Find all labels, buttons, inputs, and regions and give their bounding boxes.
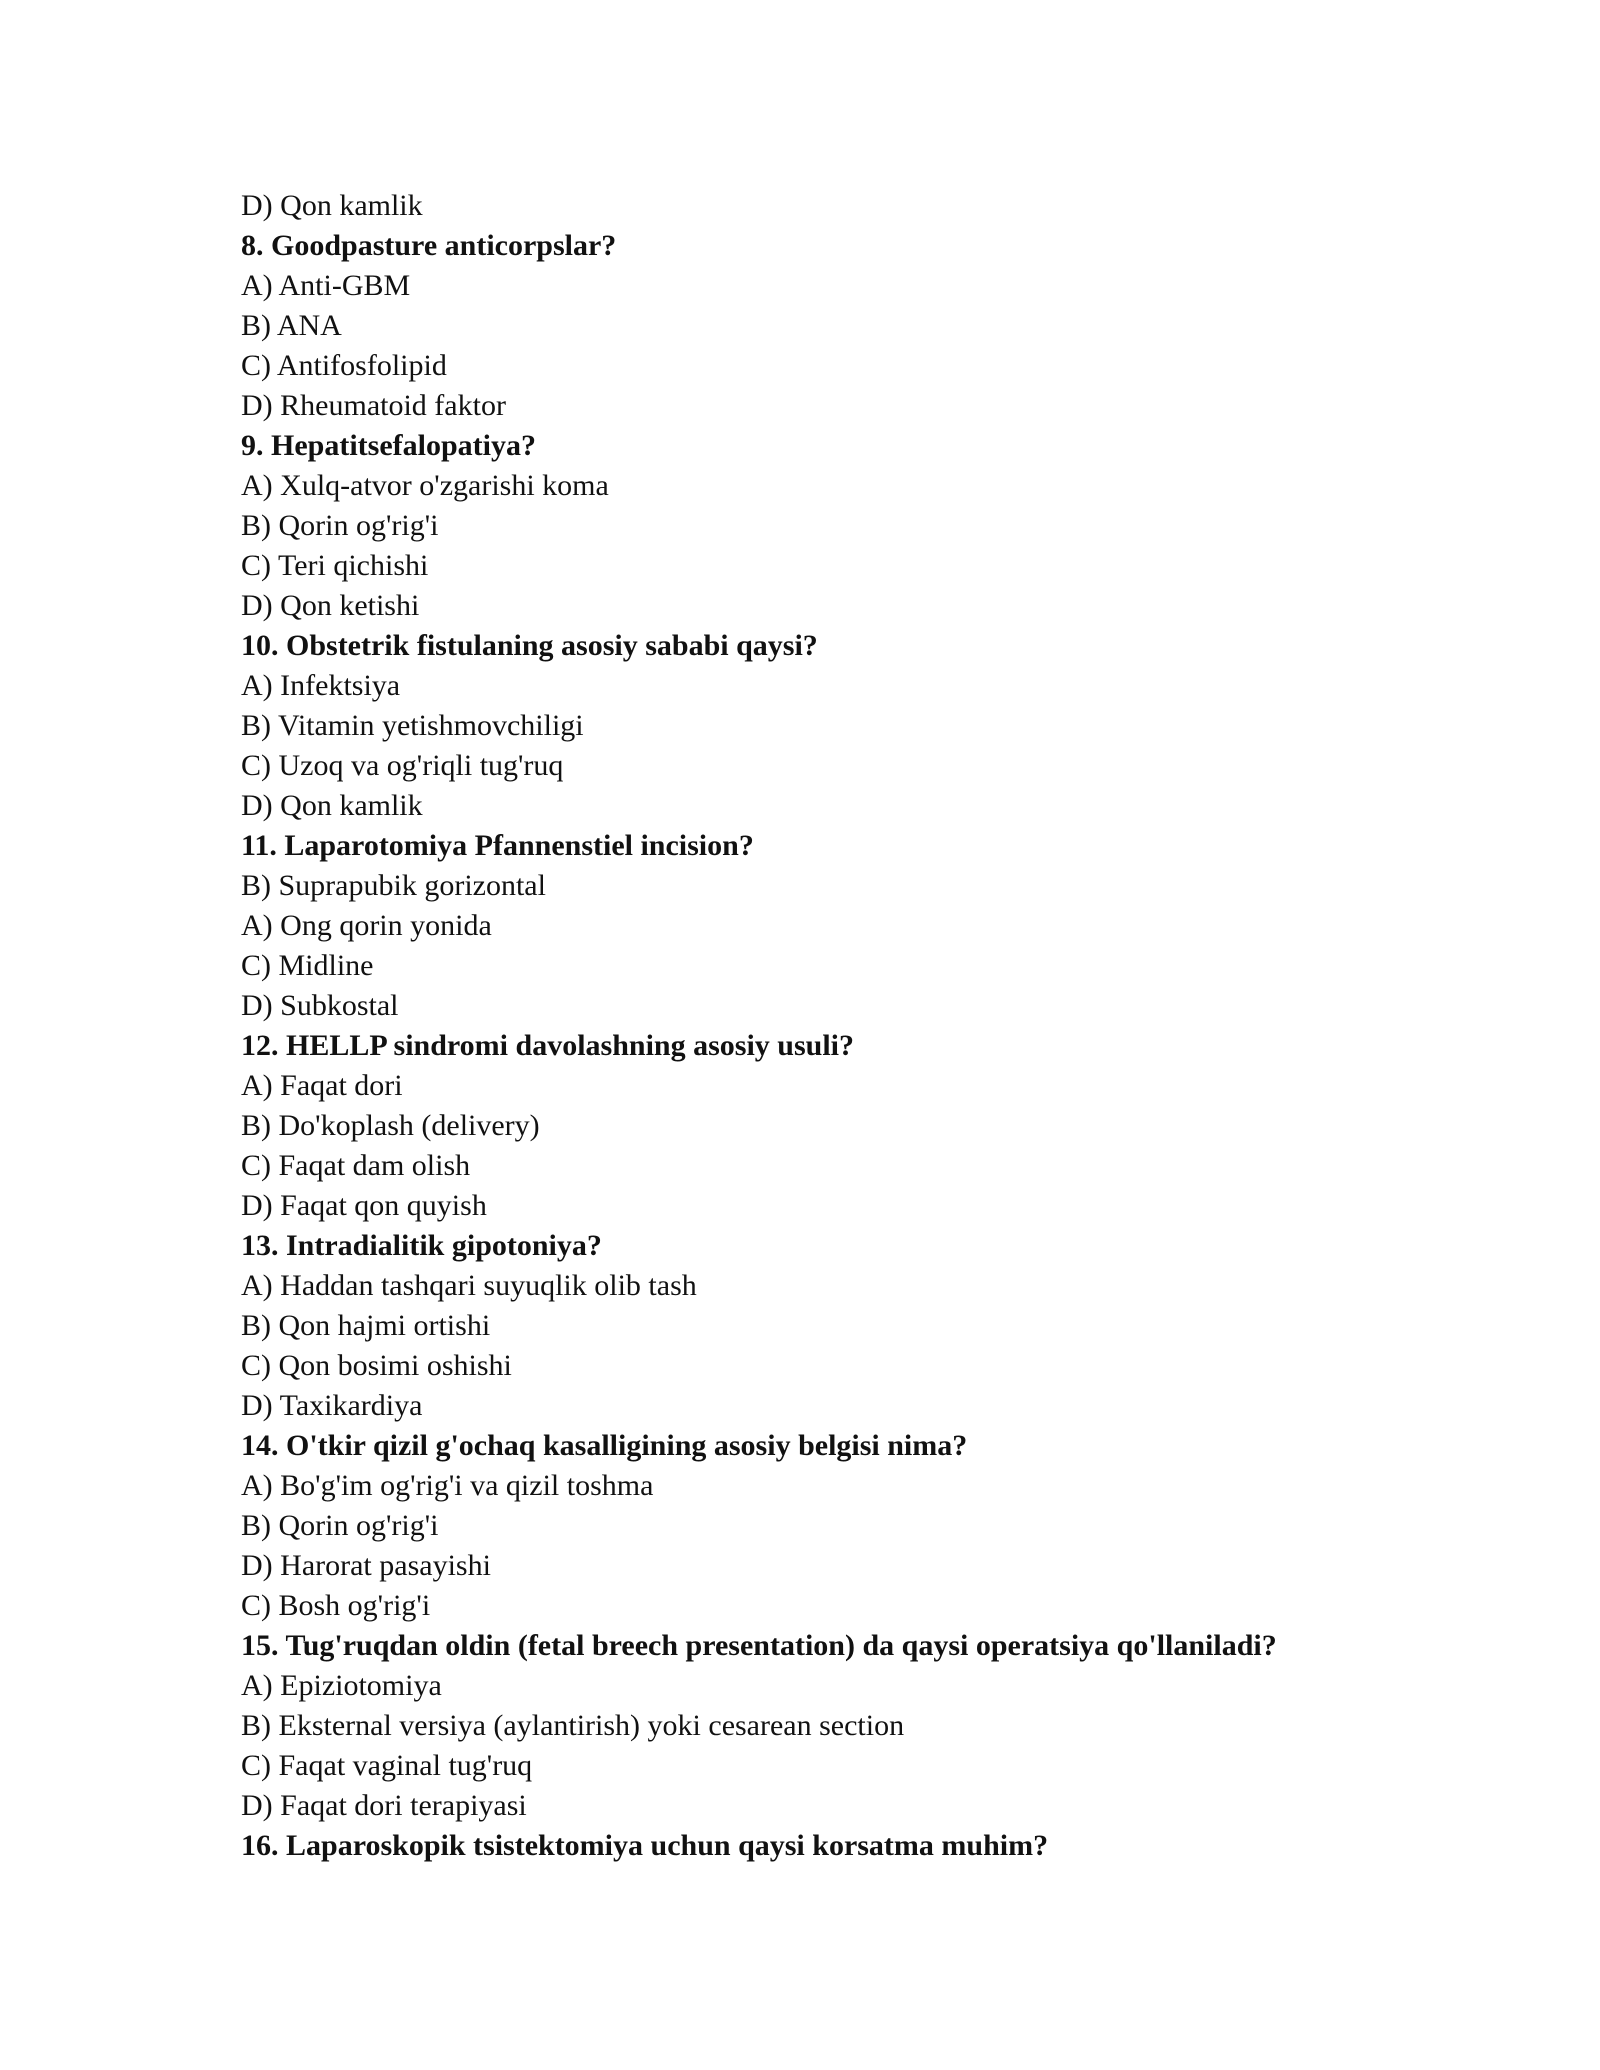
answer-option: C) Uzoq va og'riqli tug'ruq [241, 749, 564, 782]
answer-option: B) Vitamin yetishmovchiligi [241, 709, 584, 742]
answer-option: B) Suprapubik gorizontal [241, 869, 546, 902]
quiz-content [241, 186, 1491, 1866]
answer-option: D) Qon kamlik [241, 789, 423, 822]
answer-option: B) Do'koplash (delivery) [241, 1109, 540, 1142]
answer-option: D) Harorat pasayishi [241, 1549, 491, 1582]
answer-option: B) Eksternal versiya (aylantirish) yoki cesarean section [241, 1709, 905, 1742]
question-text: 10. Obstetrik fistulaning asosiy sababi qaysi? [241, 629, 818, 662]
answer-option: A) Xulq-atvor o'zgarishi koma [241, 469, 609, 502]
answer-option: A) Ong qorin yonida [241, 909, 492, 942]
answer-option: C) Midline [241, 949, 374, 982]
answer-option: B) Qorin og'rig'i [241, 1509, 439, 1542]
answer-option: B) ANA [241, 309, 342, 342]
answer-option: C) Faqat dam olish [241, 1149, 471, 1182]
answer-option: D) Faqat qon quyish [241, 1189, 487, 1222]
answer-option: D) Qon kamlik [241, 189, 423, 222]
answer-option: A) Infektsiya [241, 669, 401, 702]
question-text: 14. O'tkir qizil g'ochaq kasalligining asosiy belgisi nima? [241, 1429, 968, 1462]
answer-option: C) Teri qichishi [241, 549, 429, 582]
answer-option: A) Bo'g'im og'rig'i va qizil toshma [241, 1469, 654, 1502]
question-text: 13. Intradialitik gipotoniya? [241, 1229, 602, 1262]
answer-option: D) Taxikardiya [241, 1389, 423, 1422]
answer-option: B) Qon hajmi ortishi [241, 1309, 491, 1342]
answer-option: D) Subkostal [241, 989, 399, 1022]
question-text: 9. Hepatitsefalopatiya? [241, 429, 536, 462]
answer-option: C) Faqat vaginal tug'ruq [241, 1749, 533, 1782]
question-text: 8. Goodpasture anticorpslar? [241, 229, 617, 262]
question-text: 12. HELLP sindromi davolashning asosiy usuli? [241, 1029, 854, 1062]
question-text: 16. Laparoskopik tsistektomiya uchun qaysi korsatma muhim? [241, 1829, 1049, 1862]
answer-option: C) Bosh og'rig'i [241, 1589, 431, 1622]
answer-option: A) Epiziotomiya [241, 1669, 442, 1702]
answer-option: C) Qon bosimi oshishi [241, 1349, 512, 1382]
answer-option: A) Haddan tashqari suyuqlik olib tash [241, 1269, 697, 1302]
answer-option: A) Anti-GBM [241, 269, 411, 302]
question-text: 11. Laparotomiya Pfannenstiel incision? [241, 829, 754, 862]
question-text: 15. Tug'ruqdan oldin (fetal breech presentation) da qaysi operatsiya qo'llaniladi? [241, 1629, 1277, 1662]
answer-option: D) Qon ketishi [241, 589, 420, 622]
answer-option: A) Faqat dori [241, 1069, 403, 1102]
answer-option: B) Qorin og'rig'i [241, 509, 439, 542]
answer-option: D) Faqat dori terapiyasi [241, 1789, 527, 1822]
answer-option: C) Antifosfolipid [241, 349, 447, 382]
answer-option: D) Rheumatoid faktor [241, 389, 506, 422]
